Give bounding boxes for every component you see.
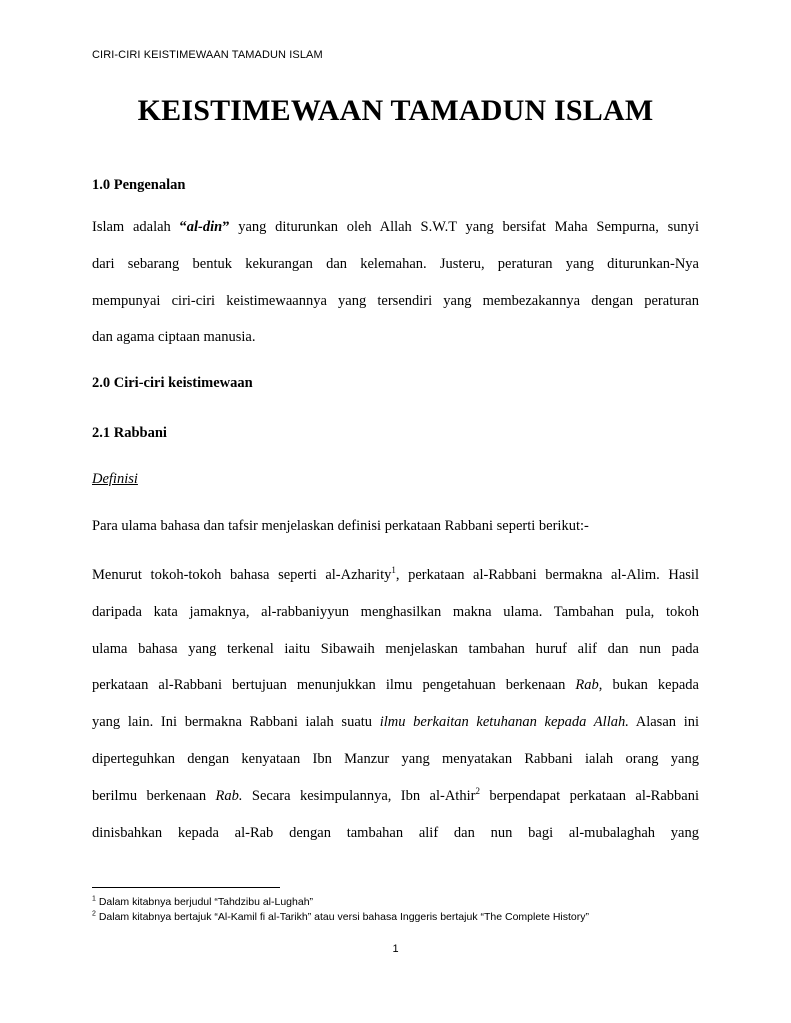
footnote-1: $^1$ Dalam kitabnya berjudul “Tahdzibu al-Lughah”	[92, 895, 314, 908]
paragraph-line: yang lain. Ini bermakna Rabbani ialah suatu ilmu berkaitan ketuhanan kepada Allah. Alasan ini	[92, 714, 699, 731]
quote-open: “	[179, 219, 187, 235]
paragraph-line: ulama bahasa yang terkenal iaitu Sibawaih menjelaskan tambahan huruf alif dan nun pada	[92, 640, 699, 657]
paragraph-rabbani	[92, 557, 699, 851]
paragraph-pengenalan	[92, 209, 699, 356]
page-title: KEISTIMEWAAN TAMADUN ISLAM	[137, 94, 654, 127]
paragraph-line: mempunyai ciri-ciri keistimewaannya yang tersendiri yang membezakannya dengan peraturan	[92, 292, 699, 309]
footnote-separator	[92, 887, 280, 888]
heading-rabbani: 2.1 Rabbani	[92, 425, 167, 441]
paragraph-line: dan agama ciptaan manusia.	[92, 329, 256, 346]
paragraph-line: Islam adalah “al-din” yang diturunkan oleh Allah S.W.T yang bersifat Maha Sempurna, sunyi	[92, 219, 699, 235]
running-header: CIRI-CIRI KEISTIMEWAAN TAMADUN ISLAM	[92, 49, 323, 61]
paragraph-line: dari sebarang bentuk kekurangan dan kelemahan. Justeru, peraturan yang diturunkan-Nya	[92, 255, 699, 272]
footnote-ref-1: 1	[391, 565, 396, 576]
heading-pengenalan: 1.0 Pengenalan	[92, 177, 186, 193]
paragraph-line: Menurut tokoh-tokoh bahasa seperti al-Azharity$^1$, perkataan al-Rabbani bermakna al-Alim. Hasil	[92, 565, 699, 583]
quote-close: ”	[222, 219, 230, 235]
paragraph-line: dinisbahkan kepada al-Rab dengan tambahan alif dan nun bagi al-mubalaghah yang	[92, 824, 699, 841]
page-number: 1	[392, 943, 399, 955]
paragraph-line: perkataan al-Rabbani bertujuan menunjukkan ilmu pengetahuan berkenaan Rab, bukan kepada	[92, 677, 699, 694]
subheading-definisi: Definisi	[92, 471, 138, 487]
paragraph-line: berilmu berkenaan Rab. Secara kesimpulannya, Ibn al-Athir$^2$ berpendapat perkataan al-Rabbani	[92, 785, 699, 804]
paragraph-line: diperteguhkan dengan kenyataan Ibn Manzur yang menyatakan Rabbani ialah orang yang	[92, 750, 699, 767]
term-al-din: al-din	[186, 219, 223, 235]
footnote-2: $^2$ Dalam kitabnya bertajuk “Al-Kamil fi al-Tarikh” atau versi bahasa Inggeris bertajuk “The Complete History”	[92, 910, 590, 923]
heading-ciri-ciri: 2.0 Ciri-ciri keistimewaan	[92, 375, 253, 391]
paragraph-line: daripada kata jamaknya, al-rabbaniyyun menghasilkan makna ulama. Tambahan pula, tokoh	[92, 603, 699, 620]
intro-sentence: Para ulama bahasa dan tafsir menjelaskan definisi perkataan Rabbani seperti berikut:-	[92, 518, 589, 534]
footnote-ref-2: 2	[475, 785, 480, 796]
